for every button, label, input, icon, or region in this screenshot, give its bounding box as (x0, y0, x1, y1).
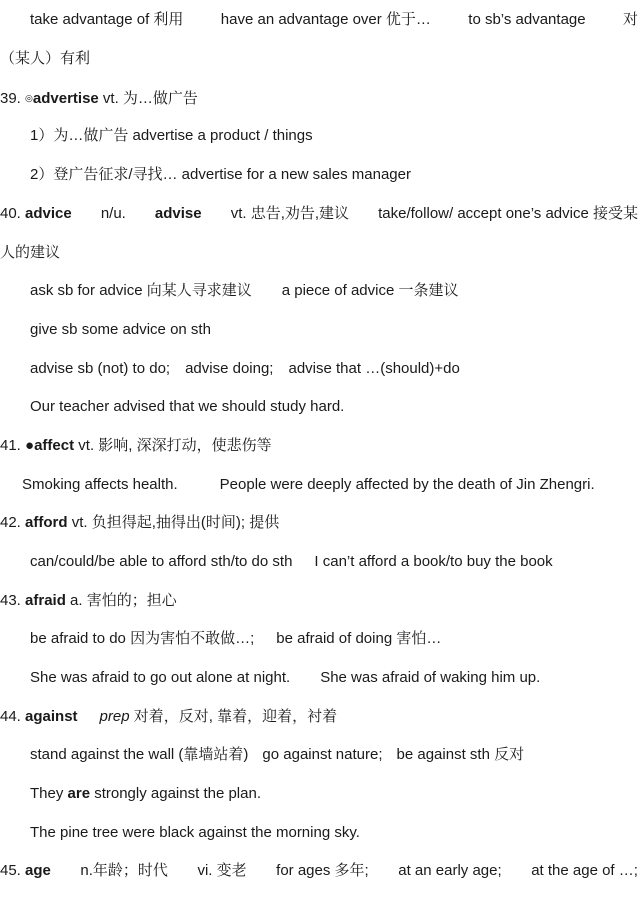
example-line: give sb some advice on sth (30, 321, 211, 338)
entry-number: 40. (0, 205, 26, 222)
phrase: stand against the wall (靠墙站着) (30, 746, 249, 763)
phrase: at an early age; (398, 862, 502, 879)
headword: afford (25, 514, 68, 531)
sentence-part: strongly against the plan. (90, 785, 261, 802)
entry-42-heading (0, 512, 640, 534)
phrase: advise sb (not) to do; (30, 360, 171, 377)
entry-number: 42. (0, 514, 26, 531)
definition: n.年龄；时代 (80, 862, 168, 879)
example-sentence: Our teacher advised that we should study hard. (30, 398, 345, 415)
definition: vt. 影响, 深深打动，使悲伤等 (74, 437, 272, 454)
phrase: can/could/be able to afford sth/to do sth (30, 553, 293, 570)
sense-line: 1）为…做广告 advertise a product / things (30, 127, 313, 144)
line-continuation: 人的建议 (0, 244, 61, 261)
entry-40-heading (0, 203, 640, 225)
example-sentence (0, 783, 640, 805)
example-line (0, 280, 640, 302)
example-line (0, 358, 640, 380)
example-line (0, 628, 640, 650)
example-sentence: The pine tree were black against the morning sky. (30, 824, 360, 841)
phrase: go against nature; (262, 746, 383, 763)
entry-39-heading (0, 87, 640, 109)
entry-number: 44. (0, 708, 26, 725)
entry-number: 41. (0, 437, 26, 454)
definition: a. 害怕的；担心 (65, 592, 177, 609)
example-line (0, 474, 640, 496)
entry-44-heading (0, 706, 640, 728)
headword: against (25, 708, 78, 725)
phrase: take advantage of 利用 (30, 11, 184, 28)
phrase: be afraid of doing 害怕… (276, 630, 442, 647)
sentence-part: They (30, 785, 68, 802)
entry-number: 45. (0, 862, 26, 879)
phrase: have an advantage over 优于… (220, 11, 431, 28)
example-sentence: She was afraid of waking him up. (320, 669, 541, 686)
line-continuation: （某人）有利 (0, 50, 91, 67)
definition: vt. 为…做广告 (98, 90, 198, 107)
entry-number: 39. (0, 90, 26, 107)
definition: 对着，反对, 靠着，迎着，衬着 (129, 708, 338, 725)
phrase: for ages 多年; (276, 862, 369, 879)
entry-45-heading (0, 860, 640, 882)
phrase: advise that …(should)+do (288, 360, 460, 377)
headword: advertise (32, 90, 99, 107)
example-sentence: I can’t afford a book/to buy the book (314, 553, 553, 570)
example-sentence: People were deeply affected by the death of Jin Zhengri. (219, 476, 595, 493)
line-advantage-phrases (0, 9, 640, 31)
phrase: to sb’s advantage (468, 11, 586, 28)
definition: vi. 变老 (197, 862, 247, 879)
entry-41-heading (0, 435, 640, 457)
phrase: at the age of …; (531, 862, 638, 879)
phrase: be against sth 反对 (396, 746, 525, 763)
example-sentence: Smoking affects health. (22, 476, 178, 493)
example-sentence: She was afraid to go out alone at night. (30, 669, 291, 686)
entry-43-heading (0, 590, 640, 612)
headword: ●affect (25, 437, 75, 454)
pos: n/u. (100, 205, 126, 222)
example-line (0, 667, 640, 689)
example-line (0, 744, 640, 766)
phrase: take/follow/ accept one’s advice 接受某 (378, 205, 638, 222)
definition: vt. 负担得起,抽得出(时间); 提供 (67, 514, 280, 531)
headword: afraid (25, 592, 66, 609)
definition: vt. 忠告,劝告,建议 (230, 205, 350, 222)
headword: advice (25, 205, 72, 222)
phrase: a piece of advice 一条建议 (281, 282, 459, 299)
circle-mark-icon: ◎ (25, 93, 33, 103)
phrase: 对 (622, 11, 638, 28)
entry-number: 43. (0, 592, 26, 609)
pos: prep (99, 708, 130, 725)
sentence-emphasis: are (67, 785, 91, 802)
sense-line: 2）登广告征求/寻找… advertise for a new sales manager (30, 166, 411, 183)
phrase: ask sb for advice 向某人寻求建议 (30, 282, 252, 299)
headword: advise (154, 205, 202, 222)
phrase: be afraid to do 因为害怕不敢做…; (30, 630, 255, 647)
headword: age (25, 862, 51, 879)
phrase: advise doing; (185, 360, 274, 377)
example-line (0, 551, 640, 573)
